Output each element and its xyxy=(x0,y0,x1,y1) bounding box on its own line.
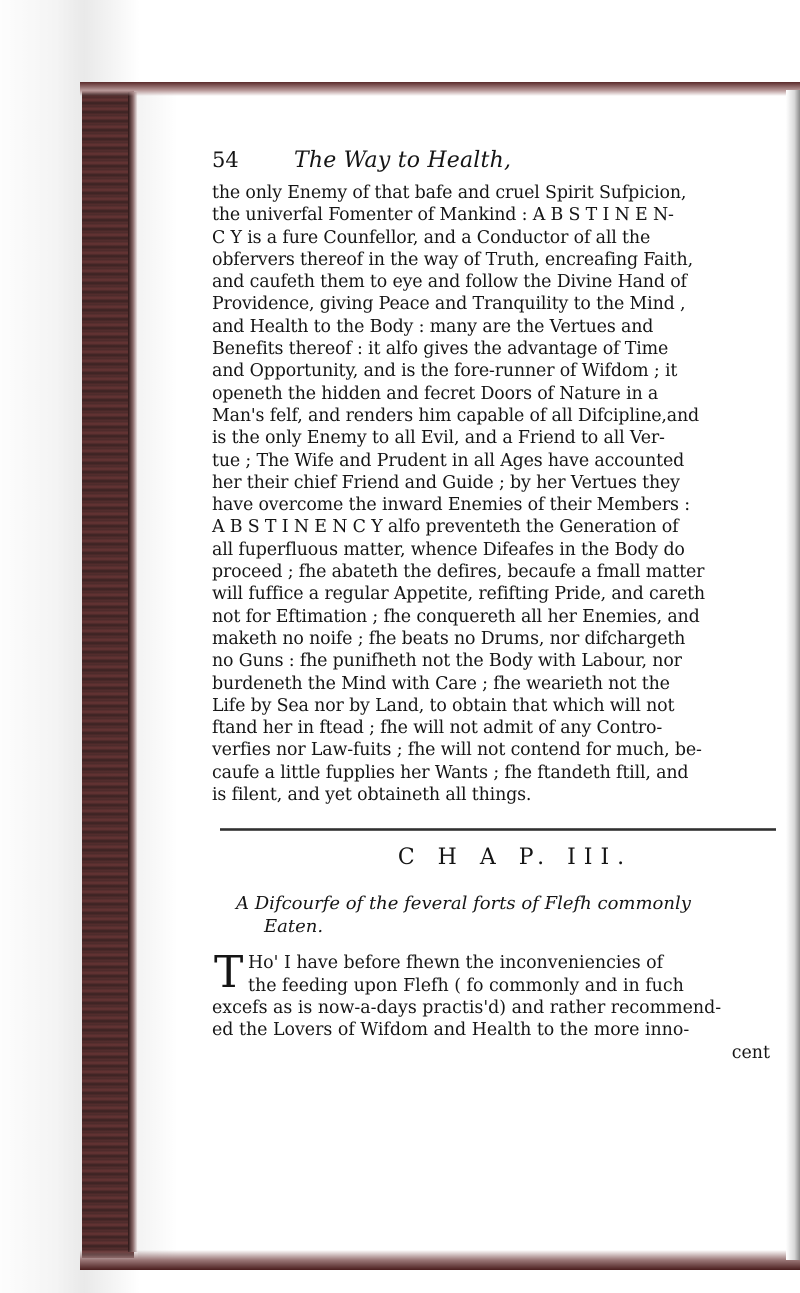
page-content xyxy=(212,148,790,1064)
text-line: and Opportunity, and is the fore-runner of Wifdom ; it xyxy=(212,361,678,382)
text-line: Life by Sea nor by Land, to obtain that which will not xyxy=(212,695,675,716)
paragraph-1 xyxy=(212,182,790,806)
text-line: will fuffice a regular Appetite, refifting Pride, and careth xyxy=(212,584,705,605)
paragraph-2-line-2: the feeding upon Flefh ( fo commonly and in fuch xyxy=(248,975,684,996)
text-line: C Y is a fure Counfellor, and a Conductor of all the xyxy=(212,227,651,248)
text-line: openeth the hidden and fecret Doors of Nature in a xyxy=(212,383,659,404)
chapter-subtitle xyxy=(236,892,790,938)
page-bottom-edge xyxy=(80,1250,800,1270)
catchword: cent xyxy=(731,1042,770,1063)
page-top-edge xyxy=(80,82,800,96)
text-line: is filent, and yet obtaineth all things. xyxy=(212,785,532,806)
paragraph-2-line-1: Ho' I have before fhewn the inconveniencies of xyxy=(248,953,664,974)
text-line: have overcome the inward Enemies of their Members : xyxy=(212,495,690,516)
text-line: her their chief Friend and Guide ; by her Vertues they xyxy=(212,472,680,493)
paragraph-2-line-4: ed the Lovers of Wifdom and Health to the more inno- xyxy=(212,1020,690,1041)
book-spine xyxy=(82,88,134,1258)
running-head: The Way to Health, xyxy=(294,148,512,173)
text-line: verfies nor Law-fuits ; fhe will not contend for much, be- xyxy=(212,740,702,761)
text-line: caufe a little fupplies her Wants ; fhe ftandeth ftill, and xyxy=(212,762,689,783)
text-line: Man's felf, and renders him capable of all Difcipline,and xyxy=(212,405,700,426)
subtitle-line-2: Eaten. xyxy=(264,916,324,938)
text-line: tue ; The Wife and Prudent in all Ages have accounted xyxy=(212,450,685,471)
page-header xyxy=(212,148,790,182)
text-line: obfervers thereof in the way of Truth, encreafing Faith, xyxy=(212,249,693,270)
page-number: 54 xyxy=(212,148,239,172)
paragraph-2-line-3: excefs as is now-a-days practis'd) and rather recommend- xyxy=(212,997,722,1018)
text-line: is the only Enemy to all Evil, and a Friend to all Ver- xyxy=(212,428,665,449)
text-line: not for Eftimation ; fhe conquereth all her Enemies, and xyxy=(212,606,700,627)
text-line: ftand her in ftead ; fhe will not admit of any Contro- xyxy=(212,718,663,739)
gutter-shadow xyxy=(128,92,138,1252)
drop-cap: T xyxy=(214,947,244,999)
text-line: and Health to the Body : many are the Vertues and xyxy=(212,316,654,337)
text-line: burdeneth the Mind with Care ; fhe wearieth not the xyxy=(212,673,670,694)
paragraph-2 xyxy=(212,947,790,1063)
text-line: Benefits thereof : it alfo gives the advantage of Time xyxy=(212,339,669,360)
section-rule xyxy=(220,828,776,831)
subtitle-line-1: A Difcourfe of the feveral forts of Flefh commonly xyxy=(236,893,691,915)
text-line: no Guns : fhe punifheth not the Body with Labour, nor xyxy=(212,651,682,672)
text-line: Providence, giving Peace and Tranquility to the Mind , xyxy=(212,294,686,315)
text-line: and caufeth them to eye and follow the Divine Hand of xyxy=(212,272,687,293)
chapter-heading: C H A P. III. xyxy=(397,845,633,871)
text-line: maketh no noife ; fhe beats no Drums, nor difchargeth xyxy=(212,628,686,649)
text-line: the only Enemy of that bafe and cruel Spirit Sufpicion, xyxy=(212,183,687,203)
text-line: the univerfal Fomenter of Mankind : A B S T I N E N- xyxy=(212,205,674,226)
text-line: A B S T I N E N C Y alfo preventeth the Generation of xyxy=(212,517,679,538)
text-line: proceed ; fhe abateth the defires, becaufe a fmall matter xyxy=(212,562,705,583)
text-line: all fuperfluous matter, whence Difeafes in the Body do xyxy=(212,539,685,560)
